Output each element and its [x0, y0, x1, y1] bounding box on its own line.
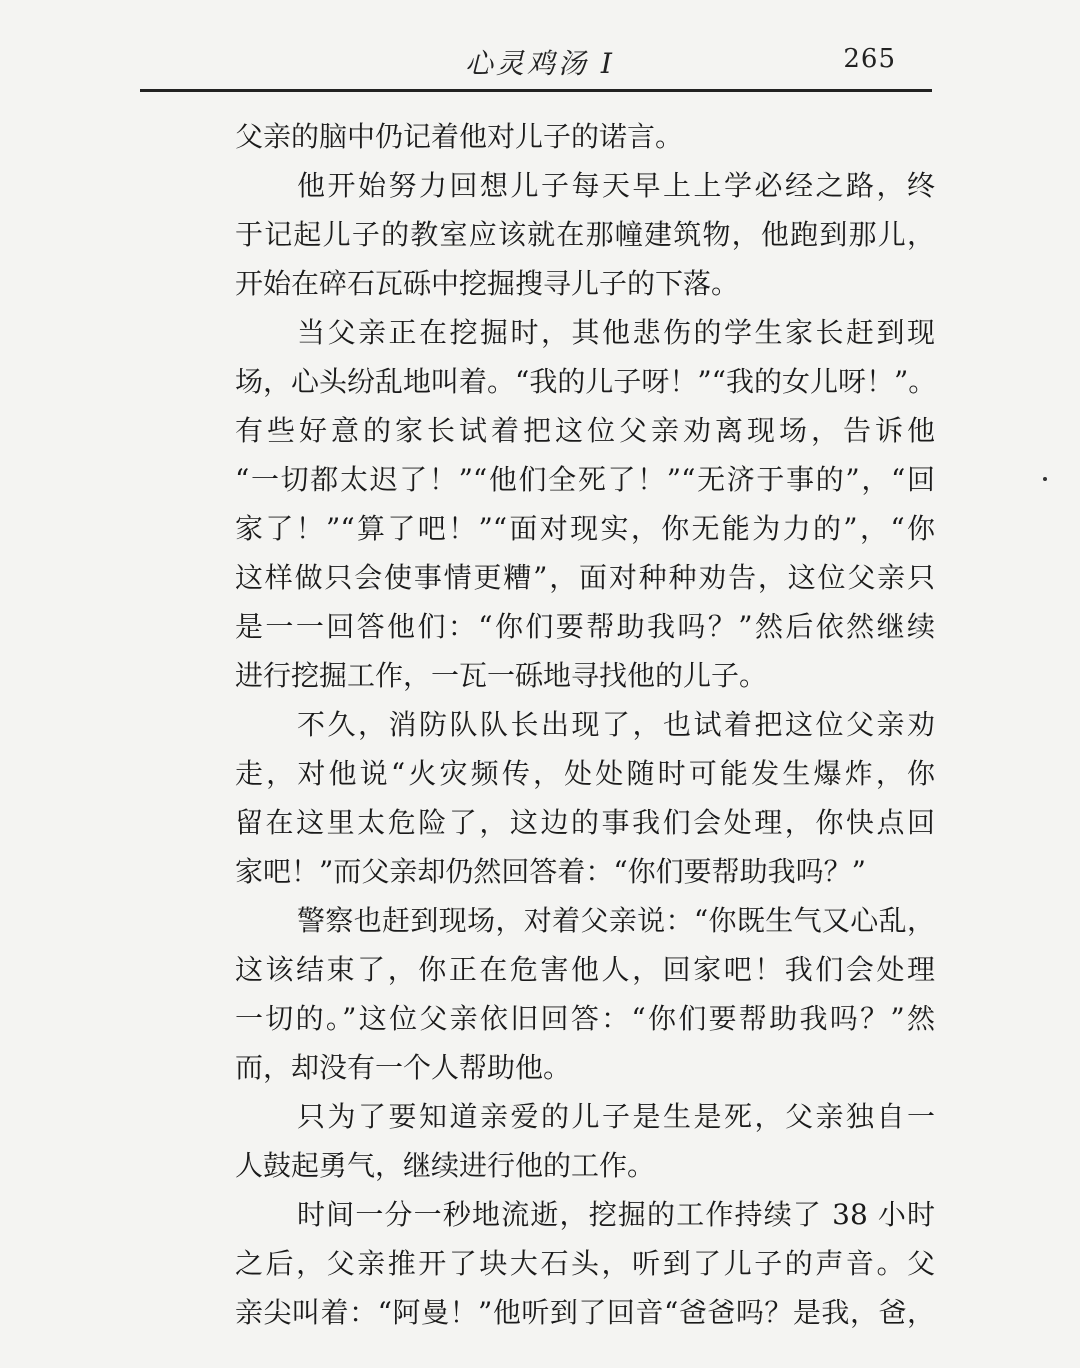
text-line: 是一一回答他们：“你们要帮助我吗？”然后依然继续: [235, 610, 935, 643]
text-line: 有些好意的家长试着把这位父亲劝离现场，告诉他: [235, 414, 935, 447]
text-line: 亲尖叫着：“阿曼！”他听到了回音“爸爸吗？是我，爸，: [235, 1296, 935, 1329]
text-line: 他开始努力回想儿子每天早上上学必经之路，终: [297, 169, 935, 202]
text-line: 人鼓起勇气，继续进行他的工作。: [235, 1149, 656, 1182]
text-line: 时间一分一秒地流逝，挖掘的工作持续了 38 小时: [297, 1198, 935, 1231]
text-line: 这样做只会使事情更糟”，面对种种劝告，这位父亲只: [235, 561, 935, 594]
running-header: [140, 40, 932, 88]
body-text: [235, 112, 935, 1337]
page-number: 265: [843, 44, 896, 74]
text-line: 进行挖掘工作，一瓦一砾地寻找他的儿子。: [235, 659, 768, 692]
text-line: 这该结束了，你正在危害他人，回家吧！我们会处理: [235, 953, 935, 986]
text-line: 不久，消防队队长出现了，也试着把这位父亲劝: [297, 708, 935, 741]
text-line: 警察也赶到现场，对着父亲说：“你既生气又心乱，: [297, 904, 935, 937]
text-line: 家吧！”而父亲却仍然回答着：“你们要帮助我吗？”: [235, 855, 866, 888]
text-line: 当父亲正在挖掘时，其他悲伤的学生家长赶到现: [297, 316, 935, 349]
text-line: 父亲的脑中仍记着他对儿子的诺言。: [235, 120, 684, 153]
text-line: 只为了要知道亲爱的儿子是生是死，父亲独自一: [297, 1100, 935, 1133]
text-line: 场，心头纷乱地叫着。“我的儿子呀！”“我的女儿呀！”。: [235, 365, 937, 398]
text-line: 家了！”“算了吧！”“面对现实，你无能为力的”，“你: [235, 512, 935, 545]
text-line: 于记起儿子的教室应该就在那幢建筑物，他跑到那儿，: [235, 218, 935, 251]
text-line: “一切都太迟了！”“他们全死了！”“无济于事的”，“回: [235, 463, 935, 496]
scan-speck: [1043, 477, 1047, 481]
text-line: 而，却没有一个人帮助他。: [235, 1051, 572, 1084]
text-line: 走，对他说“火灾频传，处处随时可能发生爆炸，你: [235, 757, 935, 790]
text-line: 之后，父亲推开了块大石头，听到了儿子的声音。父: [235, 1247, 935, 1280]
text-line: 留在这里太危险了，这边的事我们会处理，你快点回: [235, 806, 935, 839]
book-title: 心灵鸡汤 I: [465, 47, 615, 80]
text-line: 开始在碎石瓦砾中挖掘搜寻儿子的下落。: [235, 267, 740, 300]
header-rule: [140, 89, 932, 92]
text-line: 一切的。”这位父亲依旧回答：“你们要帮助我吗？”然: [235, 1002, 935, 1035]
